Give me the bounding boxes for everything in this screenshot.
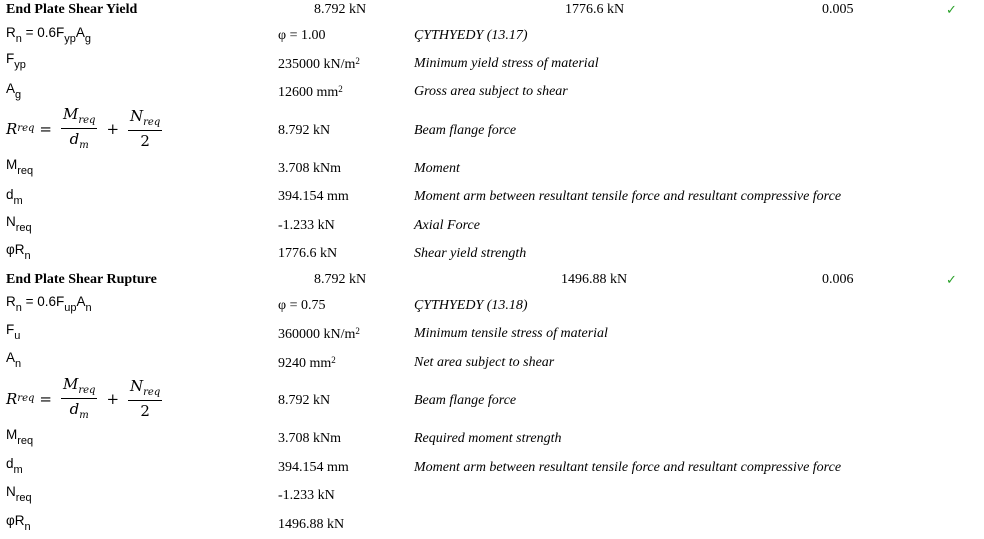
dm-value: 394.154 mm [278, 460, 349, 475]
mreq-value: 3.708 kNm [278, 431, 341, 446]
capacity: 1496.88 kN [561, 272, 628, 287]
rreq-desc: Beam flange force [414, 393, 517, 408]
fyp-value: 235000 $kN/m^2$ [278, 56, 360, 72]
dm-value: 394.154 mm [278, 189, 349, 204]
rreq-value: 8.792 kN [278, 393, 331, 408]
symbol-dm: $d_m$ [6, 456, 23, 476]
rreq-value: 8.792 kN [278, 123, 331, 138]
symbol-phirn: $\varphi R_n$ [6, 513, 31, 533]
phi-value: φ = 0.75 [278, 298, 326, 313]
symbol-rn-equation: $R_n = 0.6F_{yp}A_g$ [6, 25, 92, 45]
symbol-ag: $A_g$ [6, 81, 22, 101]
an-desc: Net area subject to shear [414, 355, 555, 370]
nreq-value: -1.233 kN [278, 218, 335, 233]
symbol-nreq: $N_{req}$ [6, 484, 32, 504]
phirn-desc: Shear yield strength [414, 246, 527, 261]
symbol-nreq: $N_{req}$ [6, 214, 32, 234]
ratio: 0.006 [822, 272, 854, 287]
symbol-phirn: $\varphi R_n$ [6, 242, 31, 262]
mreq-desc: Required moment strength [414, 431, 562, 446]
rreq-formula: R req = $\frac{M_{req}}{d_m}$ + $\frac{N_{req}}{2}$ [6, 105, 161, 151]
code-reference: ÇYTHYEDY (13.18) [414, 298, 528, 313]
phirn-value: 1776.6 kN [278, 246, 338, 261]
phi-value: φ = 1.00 [278, 28, 326, 43]
check-icon: ✓ [946, 273, 957, 288]
nreq-desc: Axial Force [414, 218, 480, 233]
symbol-mreq: $M_{req}$ [6, 157, 34, 177]
fu-desc: Minimum tensile stress of material [414, 326, 608, 341]
section-title-shear-rupture: End Plate Shear Rupture [6, 272, 157, 287]
ratio: 0.005 [822, 2, 854, 17]
rreq-desc: Beam flange force [414, 123, 517, 138]
fyp-desc: Minimum yield stress of material [414, 56, 599, 71]
ag-value: 12600 $mm^2$ [278, 84, 343, 100]
capacity: 1776.6 kN [565, 2, 625, 17]
symbol-fu: $F_u$ [6, 322, 21, 342]
required-force: 8.792 kN [314, 272, 367, 287]
symbol-an: $A_n$ [6, 350, 22, 370]
rreq-formula: R req = $\frac{M_{req}}{d_m}$ + $\frac{N_{req}}{2}$ [6, 375, 161, 421]
an-value: 9240 $mm^2$ [278, 355, 336, 371]
symbol-mreq: $M_{req}$ [6, 427, 34, 447]
fu-value: 360000 $kN/m^2$ [278, 326, 360, 342]
mreq-desc: Moment [414, 161, 460, 176]
phirn-value: 1496.88 kN [278, 517, 345, 532]
section-title-shear-yield: End Plate Shear Yield [6, 2, 138, 17]
code-reference: ÇYTHYEDY (13.17) [414, 28, 528, 43]
required-force: 8.792 kN [314, 2, 367, 17]
mreq-value: 3.708 kNm [278, 161, 341, 176]
symbol-rn-equation: $R_n = 0.6F_{up}A_n$ [6, 294, 92, 314]
nreq-value: -1.233 kN [278, 488, 335, 503]
symbol-dm: $d_m$ [6, 187, 23, 207]
symbol-fyp: $F_{yp}$ [6, 51, 26, 71]
dm-desc: Moment arm between resultant tensile force and resultant compressive force [414, 189, 842, 204]
dm-desc: Moment arm between resultant tensile force and resultant compressive force [414, 460, 842, 475]
check-icon: ✓ [946, 3, 957, 18]
ag-desc: Gross area subject to shear [414, 84, 568, 99]
